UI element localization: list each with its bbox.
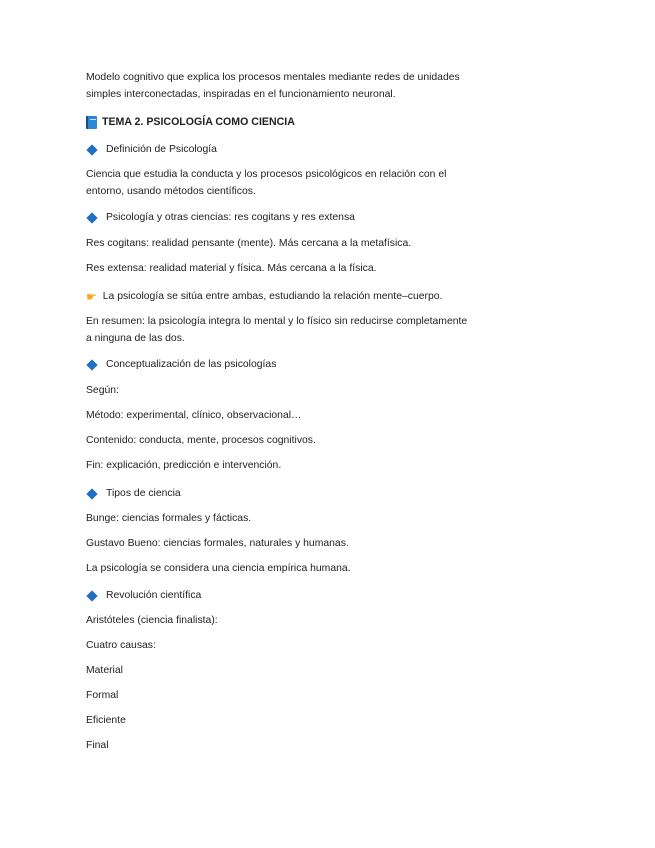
diamond-icon	[86, 489, 97, 500]
res-extensa-text: Res extensa: realidad material y física. Más cercana a la física.	[86, 263, 377, 274]
causa-eficiente: Eficiente	[86, 715, 126, 726]
fin-text: Fin: explicación, predicción e intervención.	[86, 460, 282, 471]
revolucion-heading-text: Revolución científica	[106, 590, 202, 601]
intro-line-2: simples interconectadas, inspiradas en el funcionamiento neuronal.	[86, 88, 396, 100]
tema-heading	[86, 114, 516, 131]
definition-heading-text: Definición de Psicología	[106, 144, 217, 155]
diamond-icon	[86, 360, 97, 371]
definition-paragraph	[86, 167, 516, 200]
causa-material: Material	[86, 665, 123, 676]
res-cogitans-text: Res cogitans: realidad pensante (mente). Más cercana a la metafísica.	[86, 238, 412, 249]
bueno-text: Gustavo Bueno: ciencias formales, naturales y humanas.	[86, 538, 349, 549]
empirica-text: La psicología se considera una ciencia empírica humana.	[86, 563, 351, 574]
cuatro-causas-text: Cuatro causas:	[86, 640, 156, 651]
summary-line-1: En resumen: la psicología integra lo mental y lo físico sin reducirse completamente	[86, 316, 468, 327]
diamond-icon	[86, 591, 97, 602]
bunge-text: Bunge: ciencias formales y fácticas.	[86, 513, 252, 524]
contenido-text: Contenido: conducta, mente, procesos cognitivos.	[86, 435, 316, 446]
summary-paragraph	[86, 314, 516, 347]
revolucion-heading	[86, 588, 516, 605]
tipos-heading	[86, 486, 516, 503]
concept-heading	[86, 357, 516, 374]
intro-paragraph	[86, 70, 516, 103]
pointer-note-text: La psicología se sitúa entre ambas, estudiando la relación mente–cuerpo.	[102, 291, 443, 302]
concept-heading-text: Conceptualización de las psicologías	[106, 359, 277, 370]
definition-heading	[86, 142, 516, 159]
tema-title: TEMA 2. PSICOLOGÍA COMO CIENCIA	[102, 116, 295, 128]
definition-line-1: Ciencia que estudia la conducta y los procesos psicológicos en relación con el	[86, 169, 447, 180]
intro-line-1: Modelo cognitivo que explica los procesos mentales mediante redes de unidades	[86, 72, 460, 83]
segun-text: Según:	[86, 385, 119, 396]
definition-line-2: entorno, usando métodos científicos.	[86, 185, 256, 197]
aristoteles-text: Aristóteles (ciencia finalista):	[86, 615, 218, 626]
metodo-text: Método: experimental, clínico, observacional…	[86, 410, 302, 421]
diamond-icon	[86, 213, 97, 224]
tipos-heading-text: Tipos de ciencia	[106, 488, 181, 499]
res-heading-text: Psicología y otras ciencias: res cogitans y res extensa	[106, 212, 355, 223]
diamond-icon	[86, 145, 97, 156]
pointing-hand-icon: ☛	[86, 290, 97, 304]
causa-final: Final	[86, 740, 109, 751]
book-icon	[86, 116, 97, 129]
causa-formal: Formal	[86, 690, 119, 701]
summary-line-2: a ninguna de las dos.	[86, 332, 185, 344]
pointer-note	[86, 289, 516, 306]
res-heading	[86, 210, 516, 227]
